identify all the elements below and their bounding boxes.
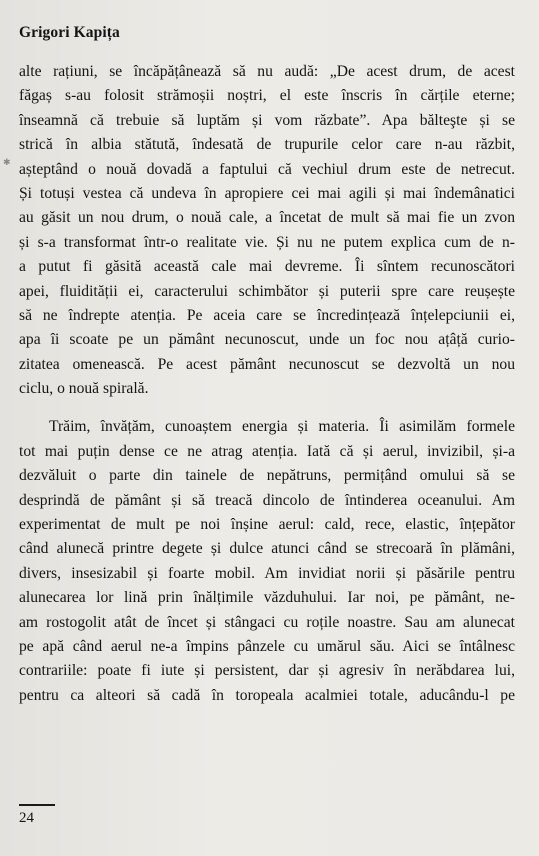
text-line: apei, fluidității ei, caracterului schimbător și puterii spre care reușește bbox=[19, 282, 515, 300]
text-line: am rostogolit atât de încet și stângaci cu roțile noastre. Sau am alunecat bbox=[19, 613, 515, 631]
text-line: ciclu, o nouă spirală. bbox=[19, 380, 149, 398]
text-line: experimentat de mult pe noi înșine aerul: cald, rece, elastic, înțepător bbox=[19, 516, 515, 534]
paragraph-2 bbox=[19, 415, 515, 708]
text-line: divers, insesizabil și foarte mobil. Am invidiat norii și păsările pentru bbox=[19, 564, 515, 582]
text-line: a putut fi găsită această cale mai devreme. Îi sîntem recunoscători bbox=[19, 258, 515, 276]
text-line: făgaș s-au folosit strămoșii noștri, el este înscris în cărțile eterne; bbox=[19, 87, 515, 105]
text-line: înseamnă că trebuie să luptăm și vom răzbate”. Apa bălteşte și se bbox=[19, 111, 515, 129]
margin-mark: ✱ bbox=[3, 157, 11, 167]
text-line: apa îi scoate pe un pământ necunoscut, unde un foc nou ațâță curio- bbox=[19, 331, 515, 349]
folio-rule bbox=[19, 804, 55, 806]
text-line: alunecarea lor lină prin înălțimile văzduhului. Iar noi, pe pământ, ne- bbox=[19, 589, 515, 607]
body-text bbox=[19, 60, 515, 708]
text-line: au găsit un nou drum, o nouă cale, a încetat de mult să mai fie un zvon bbox=[19, 209, 515, 227]
text-line: pe apă când aerul ne-a împins pânzele cu umărul său. Aici se întâlnesc bbox=[19, 637, 515, 655]
running-head: Grigori Kapița bbox=[19, 24, 120, 41]
text-line: alte rațiuni, se încăpățânează să nu audă: „De acest drum, de acest bbox=[19, 63, 515, 80]
text-line: zitatea omenească. Pe acest pământ necunoscut se dezvoltă un nou bbox=[19, 355, 515, 373]
text-line: așteptând o nouă dovadă a faptului că vechiul drum este de netrecut. bbox=[19, 160, 515, 178]
text-line: pentru ca alteori să cadă în toropeala acalmiei totale, aducându-l pe bbox=[19, 686, 515, 704]
text-line: desprindă de pământ și să treacă dincolo de întinderea oceanului. Am bbox=[19, 491, 515, 509]
text-line: Și totuși vestea că undeva în apropiere cei mai agili și mai îndemânatici bbox=[19, 184, 515, 202]
text-line: tot mai puțin dense ce ne atrag atenția. Iată că și aerul, invizibil, și-a bbox=[19, 442, 515, 460]
text-line: strică în albia stătută, îndesată de trupurile celor care n-au răzbit, bbox=[19, 136, 515, 154]
text-line: când alunecă printre degete și dulce atunci când se strecoară în plămâni, bbox=[19, 540, 515, 558]
text-line: contrariile: poate fi iute și persistent, dar și agresiv în nerăbdarea lui, bbox=[19, 662, 515, 680]
page-number: 24 bbox=[19, 810, 34, 826]
paragraph-1 bbox=[19, 60, 515, 401]
text-line: să ne îndrepte atenția. Pe aceia care se încredințează înțelepciunii ei, bbox=[19, 306, 515, 324]
text-line: și s-a transformat într-o realitate vie. Și nu ne putem explica cum de n- bbox=[19, 233, 515, 251]
paragraph-gap bbox=[19, 401, 515, 415]
text-line: dezvăluit o parte din tainele de nepătruns, permițând omului să se bbox=[19, 467, 515, 485]
text-line: Trăim, învățăm, cunoaștem energia și materia. Îi asimilăm formele bbox=[49, 418, 515, 436]
